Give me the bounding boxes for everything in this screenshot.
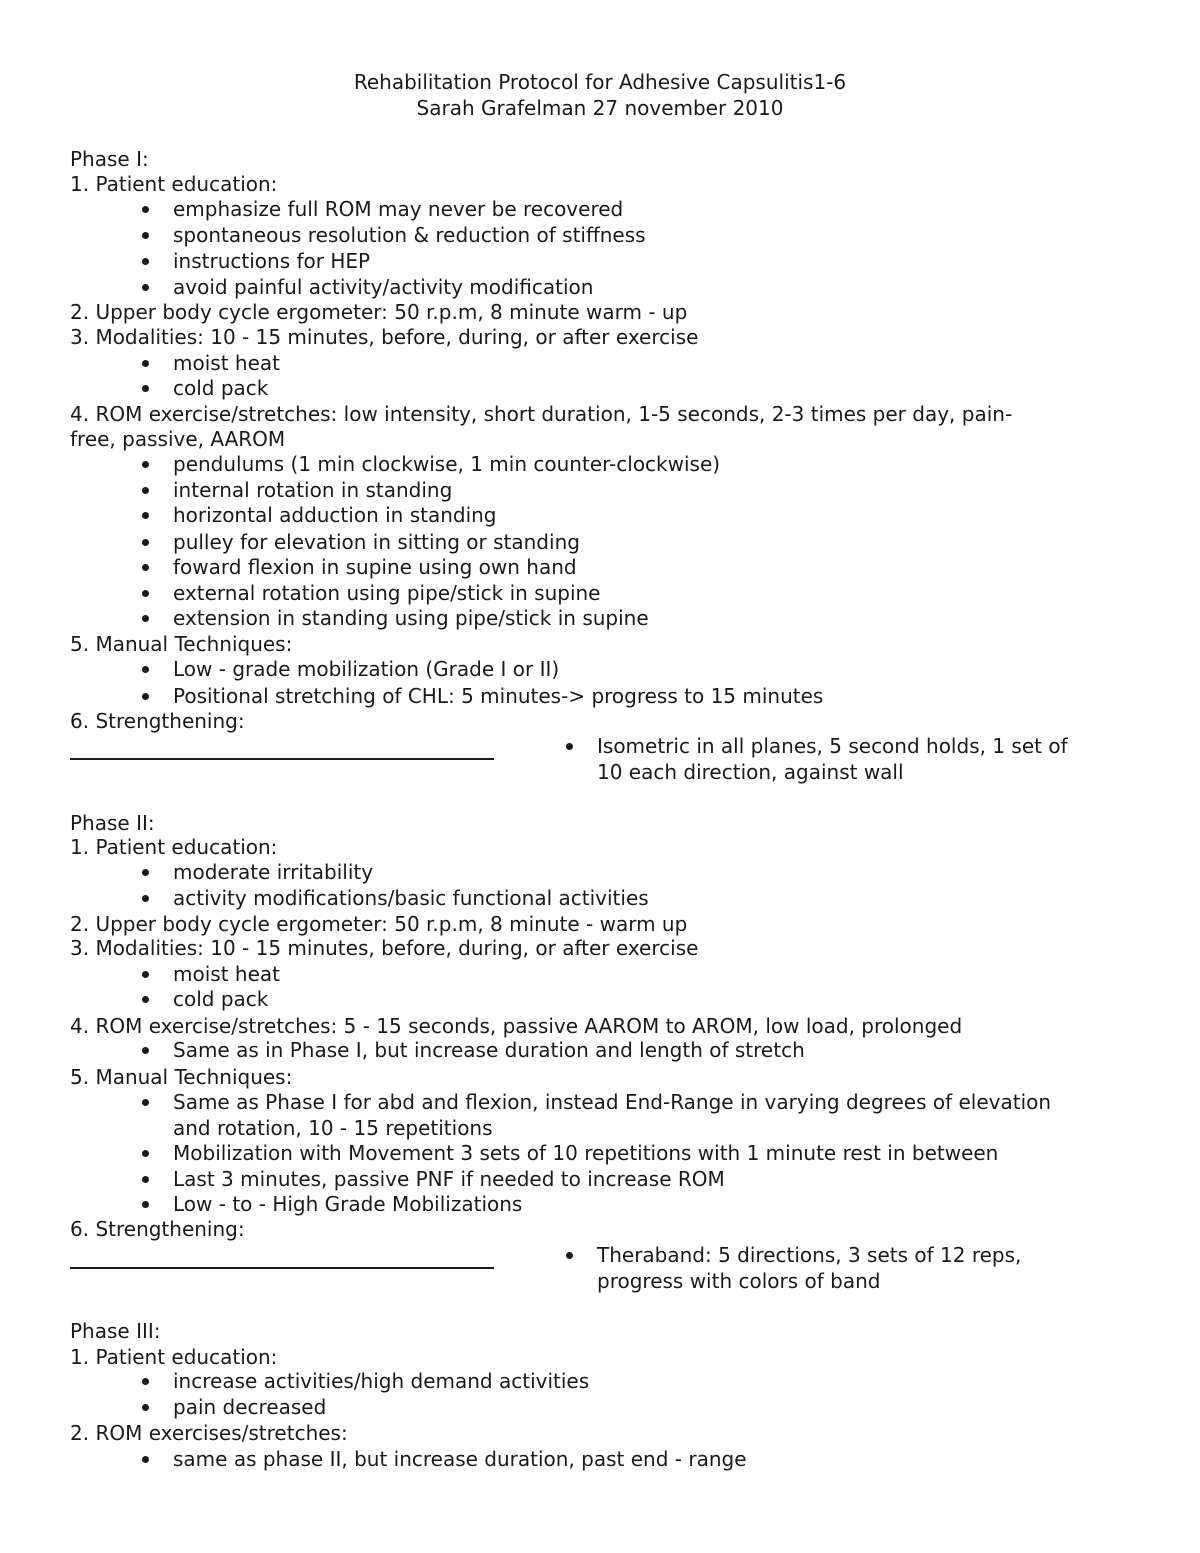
bullet-icon (142, 1176, 149, 1183)
bullet-icon (142, 461, 149, 468)
bullet-icon (142, 1201, 149, 1208)
list-item: Isometric in all planes, 5 second holds, 1 set of (597, 734, 1068, 758)
list-item: external rotation using pipe/stick in supine (173, 581, 601, 605)
bullet-icon (142, 666, 149, 673)
list-item: pendulums (1 min clockwise, 1 min counter-clockwise) (173, 452, 721, 476)
phase-2-heading: Phase II: (70, 811, 155, 835)
bullet-icon (142, 1456, 149, 1463)
list-item: cold pack (173, 987, 269, 1011)
list-item: Last 3 minutes, passive PNF if needed to increase ROM (173, 1167, 725, 1191)
list-item: same as phase II, but increase duration, past end - range (173, 1447, 747, 1471)
list-item: moderate irritability (173, 860, 374, 884)
list-item: Low - to - High Grade Mobilizations (173, 1192, 523, 1216)
divider-line (70, 758, 494, 760)
list-item: Same as in Phase I, but increase duration and length of stretch (173, 1038, 805, 1062)
bullet-icon (566, 743, 573, 750)
phase-3-heading: Phase III: (70, 1319, 161, 1343)
bullet-icon (142, 971, 149, 978)
list-item: instructions for HEP (173, 249, 371, 273)
list-item: Theraband: 5 directions, 3 sets of 12 reps, (597, 1243, 1022, 1267)
bullet-icon (142, 385, 149, 392)
bullet-icon (142, 487, 149, 494)
list-item-cont: and rotation, 10 - 15 repetitions (173, 1116, 493, 1140)
list-item: extension in standing using pipe/stick in supine (173, 606, 649, 630)
list-item: internal rotation in standing (173, 478, 453, 502)
bullet-icon (142, 693, 149, 700)
bullet-icon (142, 539, 149, 546)
bullet-icon (142, 1150, 149, 1157)
list-item: Positional stretching of CHL: 5 minutes-> progress to 15 minutes (173, 684, 824, 708)
phase-1-strengthening: 6. Strengthening: (70, 709, 245, 733)
bullet-icon (142, 1378, 149, 1385)
bullet-icon (566, 1252, 573, 1259)
list-item: Low - grade mobilization (Grade I or II) (173, 657, 560, 681)
bullet-icon (142, 232, 149, 239)
phase-1-manual: 5. Manual Techniques: (70, 632, 293, 656)
bullet-icon (142, 590, 149, 597)
list-item: moist heat (173, 351, 280, 375)
bullet-icon (142, 996, 149, 1003)
bullet-icon (142, 1404, 149, 1411)
divider-line (70, 1267, 494, 1269)
phase-1-rom: 4. ROM exercise/stretches: low intensity, short duration, 1-5 seconds, 2-3 times per day, pain- (70, 402, 1013, 426)
phase-2-cycle: 2. Upper body cycle ergometer: 50 r.p.m, 8 minute - warm up (70, 912, 688, 936)
list-item-cont: progress with colors of band (597, 1269, 881, 1293)
phase-3-rom: 2. ROM exercises/stretches: (70, 1421, 348, 1445)
bullet-icon (142, 360, 149, 367)
phase-2-education: 1. Patient education: (70, 835, 278, 859)
list-item: cold pack (173, 376, 269, 400)
list-item: Same as Phase I for abd and flexion, instead End-Range in varying degrees of elevation (173, 1090, 1052, 1114)
list-item: activity modifications/basic functional activities (173, 886, 649, 910)
bullet-icon (142, 895, 149, 902)
list-item: avoid painful activity/activity modification (173, 275, 594, 299)
list-item: horizontal adduction in standing (173, 503, 497, 527)
list-item: emphasize full ROM may never be recovered (173, 197, 624, 221)
list-item: pulley for elevation in sitting or standing (173, 530, 580, 554)
document-title: Rehabilitation Protocol for Adhesive Capsulitis1-6 (353, 70, 847, 94)
bullet-icon (142, 258, 149, 265)
list-item-cont: 10 each direction, against wall (597, 760, 904, 784)
bullet-icon (142, 615, 149, 622)
phase-1-heading: Phase I: (70, 147, 149, 171)
list-item: increase activities/high demand activities (173, 1369, 590, 1393)
phase-1-education: 1. Patient education: (70, 172, 278, 196)
phase-2-modalities: 3. Modalities: 10 - 15 minutes, before, during, or after exercise (70, 936, 699, 960)
author-date-line: Sarah Grafelman 27 november 2010 (416, 96, 784, 120)
bullet-icon (142, 564, 149, 571)
bullet-icon (142, 284, 149, 291)
phase-2-manual: 5. Manual Techniques: (70, 1065, 293, 1089)
phase-1-rom-cont: free, passive, AAROM (70, 427, 286, 451)
list-item: moist heat (173, 962, 280, 986)
phase-2-rom: 4. ROM exercise/stretches: 5 - 15 seconds, passive AAROM to AROM, low load, prolonged (70, 1014, 963, 1038)
list-item: foward flexion in supine using own hand (173, 555, 577, 579)
phase-3-education: 1. Patient education: (70, 1345, 278, 1369)
list-item: pain decreased (173, 1395, 327, 1419)
phase-1-cycle: 2. Upper body cycle ergometer: 50 r.p.m, 8 minute warm - up (70, 300, 688, 324)
bullet-icon (142, 206, 149, 213)
bullet-icon (142, 1099, 149, 1106)
bullet-icon (142, 1047, 149, 1054)
bullet-icon (142, 512, 149, 519)
phase-1-modalities: 3. Modalities: 10 - 15 minutes, before, during, or after exercise (70, 325, 699, 349)
bullet-icon (142, 869, 149, 876)
list-item: spontaneous resolution & reduction of stiffness (173, 223, 646, 247)
list-item: Mobilization with Movement 3 sets of 10 repetitions with 1 minute rest in between (173, 1141, 999, 1165)
phase-2-strengthening: 6. Strengthening: (70, 1217, 245, 1241)
